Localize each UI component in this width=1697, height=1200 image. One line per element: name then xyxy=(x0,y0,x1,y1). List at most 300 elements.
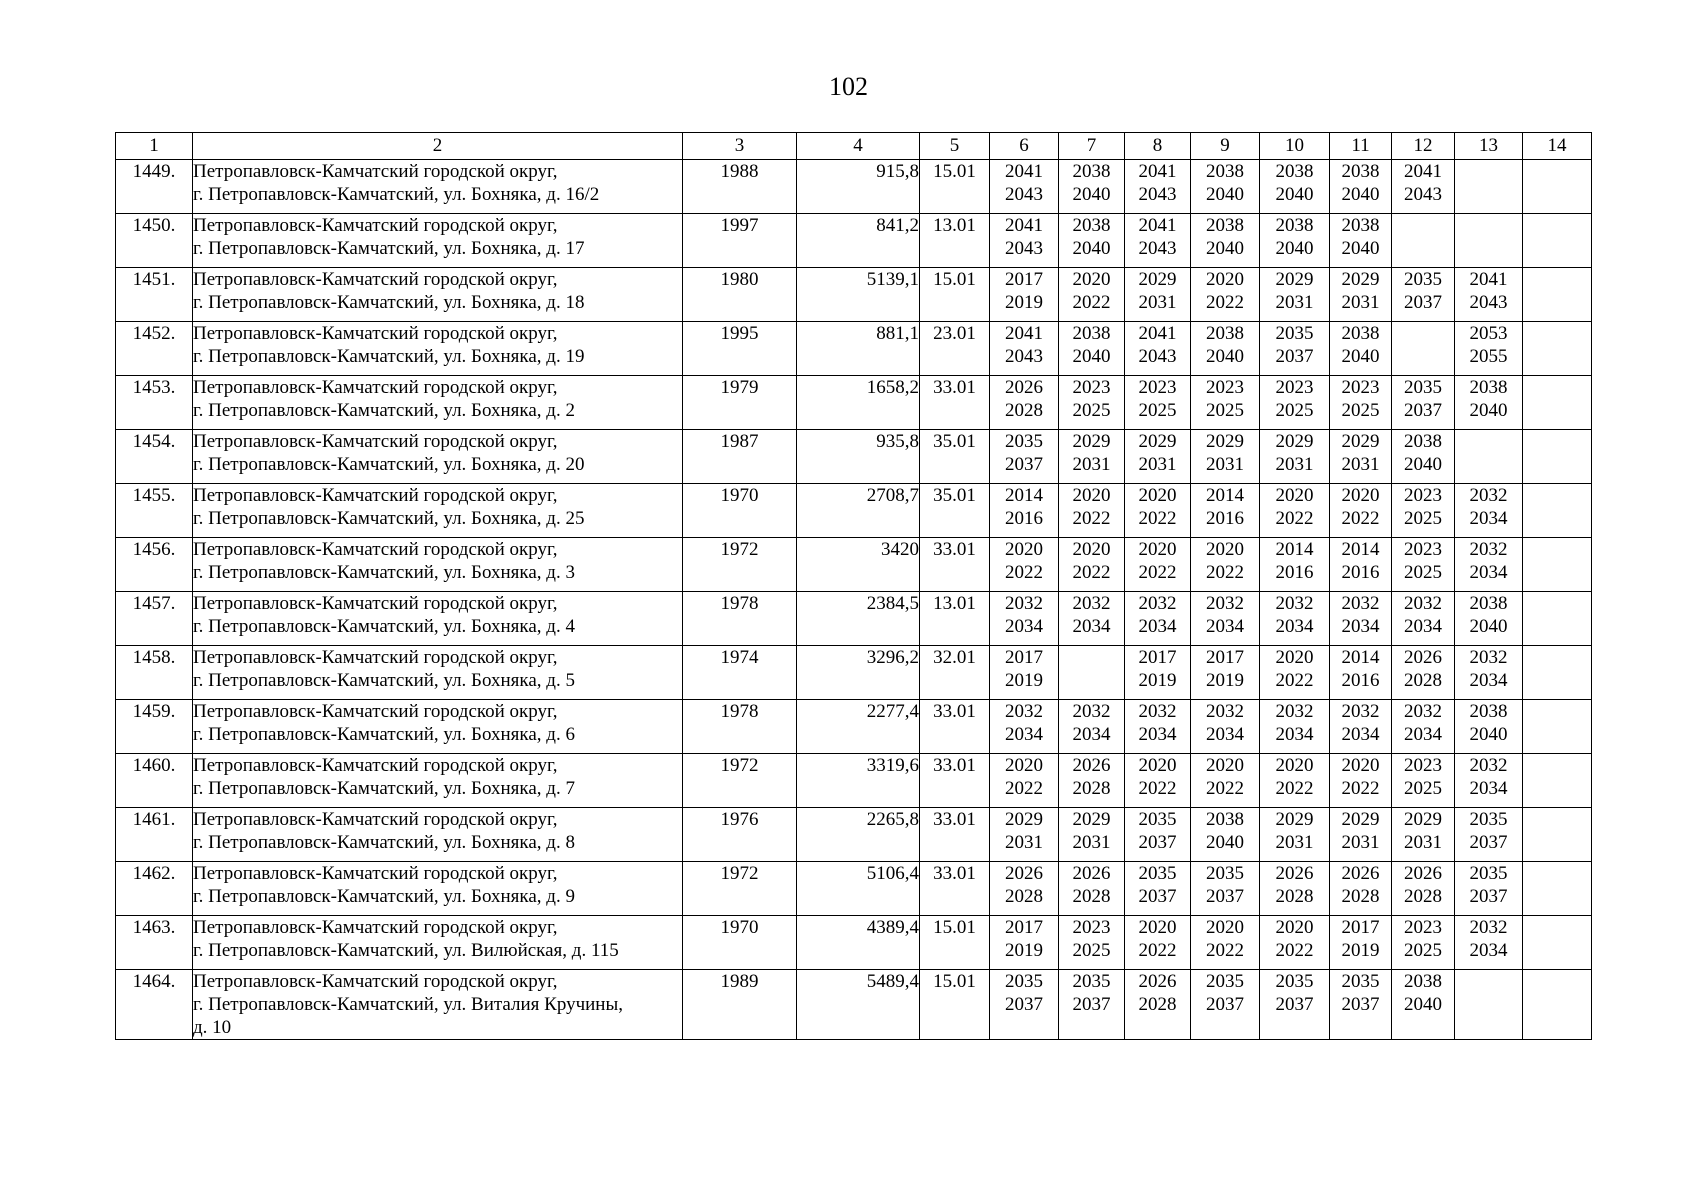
term-year: 2032 xyxy=(1138,701,1177,722)
term-year: 2020 xyxy=(1138,917,1177,938)
term-cell xyxy=(1392,322,1455,376)
term-year: 2020 xyxy=(1206,269,1244,290)
area-cell: 3319,6 xyxy=(797,754,920,808)
term-year: 2019 xyxy=(1005,292,1043,313)
term-cell xyxy=(1059,214,1125,268)
term-cell xyxy=(1330,538,1392,592)
address-line: г. Петропавловск-Камчатский, ул. Бохняка, д. 8 xyxy=(193,832,575,853)
year-cell: 1989 xyxy=(683,970,797,1040)
row-number-cell: 1463. xyxy=(116,916,193,970)
term-year: 2017 xyxy=(1005,917,1043,938)
term-cell xyxy=(1455,430,1523,484)
header-cell: 1 xyxy=(116,133,193,160)
term-year: 2035 xyxy=(1138,863,1177,884)
term-cell xyxy=(1059,916,1125,970)
area-cell: 2277,4 xyxy=(797,700,920,754)
term-year: 2022 xyxy=(1341,778,1380,799)
term-year: 2026 xyxy=(1404,647,1442,668)
row-number-cell: 1450. xyxy=(116,214,193,268)
code-cell: 33.01 xyxy=(920,538,990,592)
term-cell xyxy=(1059,862,1125,916)
term-year: 2031 xyxy=(1275,832,1314,853)
term-cell xyxy=(1059,484,1125,538)
term-cell xyxy=(1191,592,1260,646)
header-cell: 7 xyxy=(1059,133,1125,160)
code-cell: 32.01 xyxy=(920,646,990,700)
code-cell: 15.01 xyxy=(920,268,990,322)
term-year: 2040 xyxy=(1206,346,1244,367)
term-year: 2034 xyxy=(1275,616,1314,637)
term-year: 2040 xyxy=(1072,184,1111,205)
term-cell xyxy=(1523,376,1592,430)
term-cell xyxy=(1523,970,1592,1040)
term-cell xyxy=(1125,538,1191,592)
term-year: 2029 xyxy=(1072,431,1111,452)
table-row xyxy=(116,322,1592,376)
term-cell xyxy=(1260,484,1330,538)
term-cell xyxy=(1260,592,1330,646)
term-year: 2038 xyxy=(1206,809,1244,830)
term-cell xyxy=(1191,268,1260,322)
term-cell xyxy=(1059,592,1125,646)
term-year: 2032 xyxy=(1469,755,1508,776)
address-line: г. Петропавловск-Камчатский, ул. Бохняка, д. 3 xyxy=(193,562,575,583)
address-cell xyxy=(193,916,683,970)
term-cell xyxy=(1330,808,1392,862)
term-year: 2022 xyxy=(1275,670,1314,691)
term-year: 2035 xyxy=(1206,863,1244,884)
term-year: 2019 xyxy=(1005,670,1043,691)
term-cell xyxy=(990,430,1059,484)
term-year: 2014 xyxy=(1005,485,1043,506)
term-year: 2034 xyxy=(1005,724,1043,745)
area-cell: 5489,4 xyxy=(797,970,920,1040)
code-cell: 15.01 xyxy=(920,970,990,1040)
term-year: 2023 xyxy=(1275,377,1314,398)
term-cell xyxy=(990,376,1059,430)
header-cell: 6 xyxy=(990,133,1059,160)
address-cell xyxy=(193,484,683,538)
term-year: 2020 xyxy=(1275,917,1314,938)
term-cell xyxy=(1125,700,1191,754)
term-cell xyxy=(1191,862,1260,916)
term-cell xyxy=(1523,268,1592,322)
year-cell: 1972 xyxy=(683,862,797,916)
term-cell xyxy=(990,322,1059,376)
term-cell xyxy=(1523,214,1592,268)
term-year: 2016 xyxy=(1206,508,1244,529)
term-year: 2038 xyxy=(1206,161,1244,182)
term-year: 2034 xyxy=(1404,724,1442,745)
term-year: 2035 xyxy=(1469,809,1508,830)
header-cell: 14 xyxy=(1523,133,1592,160)
term-year: 2022 xyxy=(1005,562,1043,583)
term-year: 2025 xyxy=(1275,400,1314,421)
term-cell xyxy=(990,484,1059,538)
term-cell xyxy=(1455,268,1523,322)
row-number-cell: 1461. xyxy=(116,808,193,862)
term-cell xyxy=(1191,754,1260,808)
term-cell xyxy=(1260,322,1330,376)
term-cell xyxy=(1059,538,1125,592)
term-year: 2037 xyxy=(1469,832,1508,853)
term-year: 2032 xyxy=(1341,593,1380,614)
header-cell: 9 xyxy=(1191,133,1260,160)
row-number-cell: 1459. xyxy=(116,700,193,754)
term-year: 2034 xyxy=(1005,616,1043,637)
address-cell xyxy=(193,646,683,700)
table-row xyxy=(116,376,1592,430)
header-cell: 11 xyxy=(1330,133,1392,160)
term-cell xyxy=(1125,214,1191,268)
table-row xyxy=(116,160,1592,214)
row-number-cell: 1449. xyxy=(116,160,193,214)
term-cell xyxy=(1059,970,1125,1040)
code-cell: 35.01 xyxy=(920,484,990,538)
term-year: 2026 xyxy=(1072,755,1111,776)
term-cell xyxy=(1125,160,1191,214)
term-year: 2040 xyxy=(1404,454,1442,475)
term-year: 2025 xyxy=(1404,508,1442,529)
term-year: 2034 xyxy=(1469,508,1508,529)
term-year: 2022 xyxy=(1275,508,1314,529)
term-year: 2017 xyxy=(1341,917,1380,938)
term-year: 2032 xyxy=(1138,593,1177,614)
term-year: 2028 xyxy=(1138,994,1177,1015)
term-cell xyxy=(1523,808,1592,862)
term-year: 2035 xyxy=(1005,431,1043,452)
table-row xyxy=(116,646,1592,700)
term-cell xyxy=(1059,646,1125,700)
address-cell xyxy=(193,970,683,1040)
term-year: 2031 xyxy=(1072,832,1111,853)
term-year: 2032 xyxy=(1072,593,1111,614)
term-cell xyxy=(1059,160,1125,214)
address-line: г. Петропавловск-Камчатский, ул. Бохняка, д. 7 xyxy=(193,778,575,799)
term-year: 2034 xyxy=(1206,616,1244,637)
term-cell xyxy=(1330,322,1392,376)
year-cell: 1970 xyxy=(683,484,797,538)
year-cell: 1970 xyxy=(683,916,797,970)
row-number-cell: 1458. xyxy=(116,646,193,700)
address-line: Петропавловск-Камчатский городской округ, xyxy=(193,809,558,830)
term-year: 2031 xyxy=(1005,832,1043,853)
term-year: 2031 xyxy=(1206,454,1244,475)
term-year: 2035 xyxy=(1341,971,1380,992)
term-year: 2031 xyxy=(1138,292,1177,313)
term-year: 2026 xyxy=(1341,863,1380,884)
row-number-cell: 1455. xyxy=(116,484,193,538)
address-line: Петропавловск-Камчатский городской округ, xyxy=(193,647,558,668)
term-cell xyxy=(1392,700,1455,754)
term-year: 2034 xyxy=(1072,724,1111,745)
term-year: 2032 xyxy=(1341,701,1380,722)
year-cell: 1995 xyxy=(683,322,797,376)
table-row xyxy=(116,538,1592,592)
term-cell xyxy=(1455,970,1523,1040)
term-cell xyxy=(1392,484,1455,538)
term-cell xyxy=(1523,538,1592,592)
term-year: 2034 xyxy=(1404,616,1442,637)
term-year: 2025 xyxy=(1341,400,1380,421)
term-cell xyxy=(990,700,1059,754)
term-year: 2040 xyxy=(1275,238,1314,259)
term-year: 2029 xyxy=(1341,809,1380,830)
term-year: 2025 xyxy=(1404,562,1442,583)
term-cell xyxy=(1059,754,1125,808)
term-cell xyxy=(1523,430,1592,484)
term-cell xyxy=(1330,592,1392,646)
term-year: 2038 xyxy=(1072,215,1111,236)
term-year: 2035 xyxy=(1138,809,1177,830)
term-year: 2032 xyxy=(1275,701,1314,722)
term-year: 2034 xyxy=(1469,670,1508,691)
address-line: г. Петропавловск-Камчатский, ул. Бохняка, д. 18 xyxy=(193,292,585,313)
term-year: 2025 xyxy=(1206,400,1244,421)
term-year: 2041 xyxy=(1005,323,1043,344)
year-cell: 1987 xyxy=(683,430,797,484)
header-cell: 2 xyxy=(193,133,683,160)
term-cell xyxy=(1392,376,1455,430)
term-cell xyxy=(1523,862,1592,916)
code-cell: 35.01 xyxy=(920,430,990,484)
term-cell xyxy=(1059,430,1125,484)
term-year: 2020 xyxy=(1072,485,1111,506)
term-year: 2031 xyxy=(1275,454,1314,475)
header-cell: 13 xyxy=(1455,133,1523,160)
term-year: 2025 xyxy=(1072,940,1111,961)
term-cell xyxy=(1392,808,1455,862)
term-cell xyxy=(1455,160,1523,214)
header-cell: 4 xyxy=(797,133,920,160)
term-cell xyxy=(1125,970,1191,1040)
term-year: 2029 xyxy=(1138,431,1177,452)
area-cell: 5139,1 xyxy=(797,268,920,322)
term-cell xyxy=(1330,862,1392,916)
term-year: 2038 xyxy=(1275,215,1314,236)
term-cell xyxy=(990,970,1059,1040)
header-cell: 10 xyxy=(1260,133,1330,160)
area-cell: 4389,4 xyxy=(797,916,920,970)
term-year: 2038 xyxy=(1206,323,1244,344)
term-year: 2020 xyxy=(1138,485,1177,506)
term-year: 2038 xyxy=(1341,323,1380,344)
term-year: 2037 xyxy=(1341,994,1380,1015)
term-year: 2020 xyxy=(1275,647,1314,668)
term-year: 2031 xyxy=(1138,454,1177,475)
header-cell: 3 xyxy=(683,133,797,160)
term-year: 2029 xyxy=(1206,431,1244,452)
term-year: 2035 xyxy=(1005,971,1043,992)
code-cell: 33.01 xyxy=(920,754,990,808)
area-cell: 3420 xyxy=(797,538,920,592)
term-cell xyxy=(1260,214,1330,268)
term-year: 2031 xyxy=(1341,454,1380,475)
term-year: 2014 xyxy=(1275,539,1314,560)
term-cell xyxy=(1191,646,1260,700)
term-cell xyxy=(1455,646,1523,700)
term-year: 2055 xyxy=(1469,346,1508,367)
term-cell xyxy=(1191,700,1260,754)
term-year: 2022 xyxy=(1072,562,1111,583)
term-year: 2020 xyxy=(1138,539,1177,560)
address-line: г. Петропавловск-Камчатский, ул. Бохняка, д. 2 xyxy=(193,400,575,421)
housing-registry-table xyxy=(115,132,1592,1040)
term-cell xyxy=(1191,808,1260,862)
term-cell xyxy=(1392,160,1455,214)
address-line: Петропавловск-Камчатский городской округ, xyxy=(193,539,558,560)
term-cell xyxy=(1059,376,1125,430)
table-row xyxy=(116,808,1592,862)
term-year: 2028 xyxy=(1404,670,1442,691)
term-year: 2037 xyxy=(1005,454,1043,475)
address-cell xyxy=(193,538,683,592)
term-year: 2026 xyxy=(1404,863,1442,884)
term-year: 2029 xyxy=(1275,269,1314,290)
term-year: 2023 xyxy=(1206,377,1244,398)
row-number-cell: 1452. xyxy=(116,322,193,376)
table-row xyxy=(116,268,1592,322)
term-year: 2019 xyxy=(1005,940,1043,961)
term-year: 2041 xyxy=(1404,161,1442,182)
term-cell xyxy=(1191,322,1260,376)
term-cell xyxy=(1455,862,1523,916)
year-cell: 1979 xyxy=(683,376,797,430)
term-year: 2032 xyxy=(1072,701,1111,722)
address-line: Петропавловск-Камчатский городской округ, xyxy=(193,269,558,290)
address-line: г. Петропавловск-Камчатский, ул. Бохняка, д. 25 xyxy=(193,508,585,529)
address-cell xyxy=(193,376,683,430)
table-row xyxy=(116,430,1592,484)
term-year: 2040 xyxy=(1206,832,1244,853)
term-year: 2031 xyxy=(1341,292,1380,313)
term-cell xyxy=(1330,268,1392,322)
term-year: 2022 xyxy=(1138,940,1177,961)
term-year: 2020 xyxy=(1072,539,1111,560)
address-line: Петропавловск-Камчатский городской округ, xyxy=(193,755,558,776)
term-year: 2032 xyxy=(1469,539,1508,560)
year-cell: 1972 xyxy=(683,754,797,808)
term-cell xyxy=(1059,268,1125,322)
term-cell xyxy=(1125,646,1191,700)
term-year: 2035 xyxy=(1072,971,1111,992)
address-cell xyxy=(193,430,683,484)
term-cell xyxy=(1260,808,1330,862)
area-cell: 1658,2 xyxy=(797,376,920,430)
area-cell: 5106,4 xyxy=(797,862,920,916)
term-cell xyxy=(1330,916,1392,970)
term-year: 2040 xyxy=(1072,238,1111,259)
row-number-cell: 1464. xyxy=(116,970,193,1040)
term-year: 2016 xyxy=(1275,562,1314,583)
term-year: 2040 xyxy=(1206,238,1244,259)
term-cell xyxy=(1392,754,1455,808)
address-line: г. Петропавловск-Камчатский, ул. Бохняка, д. 16/2 xyxy=(193,184,600,205)
term-year: 2020 xyxy=(1341,755,1380,776)
term-cell xyxy=(1191,916,1260,970)
term-year: 2037 xyxy=(1206,886,1244,907)
year-cell: 1997 xyxy=(683,214,797,268)
area-cell: 2708,7 xyxy=(797,484,920,538)
term-cell xyxy=(1330,700,1392,754)
term-year: 2020 xyxy=(1206,917,1244,938)
term-year: 2035 xyxy=(1404,377,1442,398)
header-cell: 8 xyxy=(1125,133,1191,160)
address-line: Петропавловск-Камчатский городской округ, xyxy=(193,161,558,182)
term-year: 2023 xyxy=(1341,377,1380,398)
term-year: 2022 xyxy=(1341,508,1380,529)
term-cell xyxy=(990,862,1059,916)
address-line: Петропавловск-Камчатский городской округ, xyxy=(193,377,558,398)
term-cell xyxy=(1125,862,1191,916)
term-year: 2022 xyxy=(1206,778,1244,799)
address-line: Петропавловск-Камчатский городской округ, xyxy=(193,917,558,938)
address-line: г. Петропавловск-Камчатский, ул. Бохняка, д. 20 xyxy=(193,454,585,475)
term-cell xyxy=(1392,862,1455,916)
code-cell: 33.01 xyxy=(920,862,990,916)
term-year: 2038 xyxy=(1341,215,1380,236)
term-year: 2020 xyxy=(1005,755,1043,776)
page-number: 102 xyxy=(829,72,868,101)
code-cell: 23.01 xyxy=(920,322,990,376)
term-year: 2034 xyxy=(1469,778,1508,799)
term-cell xyxy=(990,538,1059,592)
table-row xyxy=(116,754,1592,808)
address-cell xyxy=(193,592,683,646)
term-year: 2034 xyxy=(1072,616,1111,637)
term-year: 2035 xyxy=(1275,323,1314,344)
term-cell xyxy=(1059,322,1125,376)
term-year: 2028 xyxy=(1404,886,1442,907)
term-cell xyxy=(1455,484,1523,538)
table-row xyxy=(116,484,1592,538)
term-year: 2037 xyxy=(1005,994,1043,1015)
term-cell xyxy=(1455,214,1523,268)
term-year: 2041 xyxy=(1138,161,1177,182)
term-year: 2022 xyxy=(1138,778,1177,799)
term-year: 2032 xyxy=(1469,647,1508,668)
address-line: г. Петропавловск-Камчатский, ул. Вилюйская, д. 115 xyxy=(193,940,619,961)
term-year: 2025 xyxy=(1404,940,1442,961)
address-line: Петропавловск-Камчатский городской округ, xyxy=(193,863,558,884)
term-year: 2032 xyxy=(1206,593,1244,614)
address-line: Петропавловск-Камчатский городской округ, xyxy=(193,701,558,722)
term-year: 2037 xyxy=(1469,886,1508,907)
term-year: 2028 xyxy=(1275,886,1314,907)
term-year: 2032 xyxy=(1005,593,1043,614)
term-year: 2035 xyxy=(1275,971,1314,992)
term-year: 2025 xyxy=(1138,400,1177,421)
table-row xyxy=(116,970,1592,1040)
area-cell: 915,8 xyxy=(797,160,920,214)
term-year: 2043 xyxy=(1138,346,1177,367)
term-cell xyxy=(1330,754,1392,808)
term-cell xyxy=(1260,754,1330,808)
term-year: 2037 xyxy=(1072,994,1111,1015)
term-year: 2023 xyxy=(1072,377,1111,398)
term-year: 2034 xyxy=(1138,616,1177,637)
term-year: 2028 xyxy=(1341,886,1380,907)
address-cell xyxy=(193,322,683,376)
term-cell xyxy=(1455,538,1523,592)
term-year: 2022 xyxy=(1206,292,1244,313)
table-header-row xyxy=(116,133,1592,160)
term-year: 2038 xyxy=(1206,215,1244,236)
term-year: 2031 xyxy=(1275,292,1314,313)
term-year: 2017 xyxy=(1138,647,1177,668)
table-row xyxy=(116,862,1592,916)
term-year: 2043 xyxy=(1404,184,1442,205)
